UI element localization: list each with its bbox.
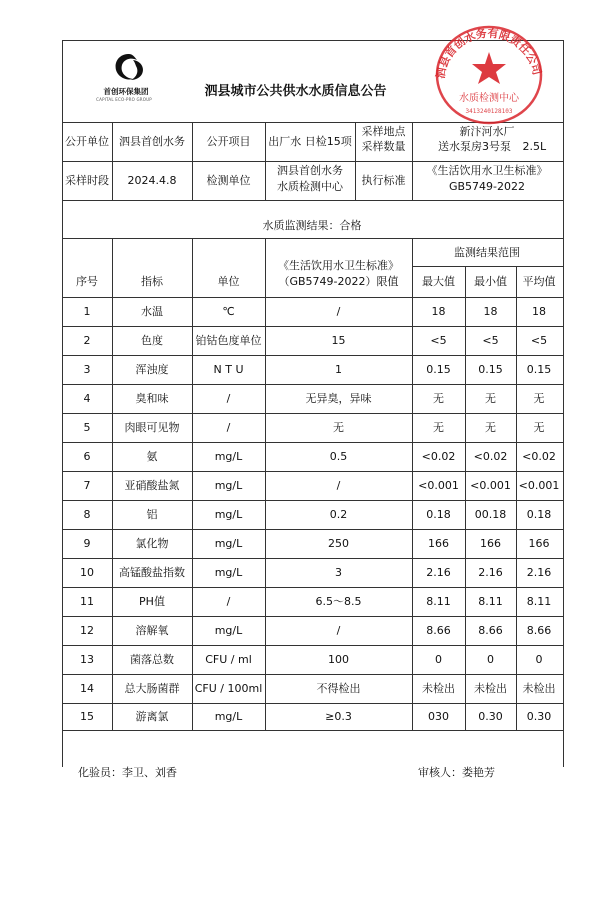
cell-limit: / xyxy=(336,479,341,492)
cell-min: 0.30 xyxy=(478,710,503,723)
cell-min: 2.16 xyxy=(478,566,503,579)
cell-unit: mg/L xyxy=(214,710,243,723)
cell-name: 溶解氧 xyxy=(135,624,169,637)
cell-min: 166 xyxy=(480,537,501,550)
cell-max: 无 xyxy=(433,421,444,434)
cell-unit: / xyxy=(226,421,231,434)
site-qty-labels xyxy=(355,124,412,154)
cell-name: 铝 xyxy=(146,508,158,521)
cell-avg: 8.66 xyxy=(526,624,552,637)
cell-no: 10 xyxy=(80,566,94,579)
cell-no: 3 xyxy=(83,363,91,376)
cell-min: 00.18 xyxy=(474,508,507,521)
logo-name: 首创环保集团 xyxy=(103,87,149,96)
cell-max: 0.18 xyxy=(426,508,451,521)
cell-limit: 1 xyxy=(335,363,342,376)
cell-limit: / xyxy=(336,305,341,318)
cell-unit: / xyxy=(226,392,231,405)
cell-max: 166 xyxy=(428,537,449,550)
cell-max: 18 xyxy=(431,305,446,318)
cell-min: 0.15 xyxy=(478,363,503,376)
cell-name: 浑浊度 xyxy=(135,363,169,376)
col-limit-line1: 《生活饮用水卫生标准》 xyxy=(278,259,399,272)
cell-avg: 18 xyxy=(532,305,546,318)
cell-limit: ≥0.3 xyxy=(325,710,352,723)
cell-name: 色度 xyxy=(141,334,163,347)
cell-max: <5 xyxy=(430,334,447,347)
cell-avg: 无 xyxy=(533,421,545,434)
cell-unit: CFU / 100ml xyxy=(194,682,263,695)
site-line2: 送水泵房3号泵 xyxy=(438,140,511,153)
cell-avg: 无 xyxy=(533,392,545,405)
cell-name: 氨 xyxy=(146,450,158,463)
col-name: 指标 xyxy=(141,275,163,288)
col-unit: 单位 xyxy=(217,275,240,288)
cell-name: 臭和味 xyxy=(135,392,169,405)
col-max: 最大值 xyxy=(422,275,455,288)
lab-line2: 水质检测中心 xyxy=(277,180,343,193)
cell-min: 8.11 xyxy=(478,595,503,608)
cell-avg: 0.15 xyxy=(526,363,552,376)
cell-min: 无 xyxy=(485,421,496,434)
cell-no: 11 xyxy=(80,595,94,608)
cell-name: 肉眼可见物 xyxy=(124,421,180,434)
cell-avg: <0.001 xyxy=(518,479,560,492)
cell-no: 4 xyxy=(83,392,91,405)
col-avg: 平均值 xyxy=(522,275,556,288)
cell-min: <5 xyxy=(482,334,499,347)
cell-max: 8.11 xyxy=(426,595,451,608)
cell-no: 12 xyxy=(80,624,94,637)
lab-line1: 泗县首创水务 xyxy=(277,164,343,177)
cell-unit: CFU / ml xyxy=(205,653,252,666)
time-value: 2024.4.8 xyxy=(127,174,177,187)
cell-limit: 100 xyxy=(328,653,349,666)
cell-max: 030 xyxy=(428,710,449,723)
cell-avg: 未检出 xyxy=(522,682,556,695)
label-item: 公开项目 xyxy=(206,135,251,148)
cell-limit: 无异臭，异味 xyxy=(305,392,372,405)
col-limit-line2: （GB5749-2022）限值 xyxy=(278,275,399,288)
grid-line xyxy=(62,730,563,731)
cell-name: 总大肠菌群 xyxy=(124,682,180,695)
cell-avg: <0.02 xyxy=(522,450,556,463)
std-value xyxy=(412,163,562,195)
cell-no: 8 xyxy=(83,508,91,521)
cell-max: <0.02 xyxy=(421,450,456,463)
seal-org: 泗县首创水务有限责任公司 xyxy=(433,26,544,80)
star-icon xyxy=(472,52,506,84)
cell-unit: mg/L xyxy=(214,508,243,521)
cell-no: 2 xyxy=(83,334,91,347)
logo-english: CAPITAL ECO-PRO GROUP xyxy=(96,97,152,102)
cell-avg: 0 xyxy=(535,653,543,666)
cell-min: 8.66 xyxy=(478,624,503,637)
cell-name: 游离氯 xyxy=(135,710,169,723)
cell-avg: 0.18 xyxy=(526,508,552,521)
cell-max: <0.001 xyxy=(418,479,459,492)
cell-no: 5 xyxy=(83,421,91,434)
qty-value: 2.5L xyxy=(522,140,547,153)
col-min: 最小值 xyxy=(474,275,507,288)
cell-avg: 2.16 xyxy=(526,566,552,579)
cell-name: 水温 xyxy=(141,305,163,318)
tester: 化验员：李卫、刘香 xyxy=(78,766,177,779)
col-limit xyxy=(265,258,412,290)
label-qty: 采样数量 xyxy=(361,140,406,153)
label-time: 采样时段 xyxy=(65,174,109,187)
cell-limit: 3 xyxy=(335,566,342,579)
seal-dept: 水质检测中心 xyxy=(459,93,519,104)
cell-unit: mg/L xyxy=(214,566,243,579)
std-line2: GB5749-2022 xyxy=(448,180,526,193)
col-seq: 序号 xyxy=(76,275,98,288)
official-seal xyxy=(430,20,548,125)
cell-limit: 0.2 xyxy=(329,508,348,521)
reviewer: 审核人：娄艳芳 xyxy=(418,766,495,779)
cell-limit: 无 xyxy=(333,421,344,434)
cell-no: 15 xyxy=(80,710,94,723)
site-line1: 新汴河水厂 xyxy=(459,125,515,138)
cell-limit: 15 xyxy=(331,334,346,347)
cell-avg: 8.11 xyxy=(526,595,552,608)
cell-name: PH值 xyxy=(139,595,165,608)
cell-limit: 不得检出 xyxy=(316,682,361,695)
cell-name: 高锰酸盐指数 xyxy=(119,566,185,579)
cell-unit: mg/L xyxy=(214,450,243,463)
cell-name: 菌落总数 xyxy=(130,653,174,666)
cell-name: 亚硝酸盐氮 xyxy=(124,479,180,492)
site-value xyxy=(412,124,562,154)
cell-unit: mg/L xyxy=(214,537,243,550)
cell-avg: 166 xyxy=(528,537,550,550)
cell-limit: 250 xyxy=(328,537,349,550)
site-line2-wrap xyxy=(412,139,562,154)
cell-limit: 0.5 xyxy=(329,450,348,463)
cell-no: 1 xyxy=(83,305,91,318)
cell-no: 14 xyxy=(80,682,94,695)
publisher-value: 泗县首创水务 xyxy=(119,135,185,148)
cell-min: 无 xyxy=(485,392,496,405)
cell-max: 未检出 xyxy=(422,682,455,695)
cell-unit: 铂钴色度单位 xyxy=(195,334,262,347)
cell-max: 0 xyxy=(435,653,442,666)
cell-unit: N T U xyxy=(213,363,244,376)
label-site: 采样地点 xyxy=(361,125,406,138)
cell-max: 无 xyxy=(433,392,444,405)
std-line1: 《生活饮用水卫生标准》 xyxy=(426,164,548,177)
cell-unit: / xyxy=(226,595,231,608)
lab-value xyxy=(265,163,355,195)
page-title: 泗县城市公共供水水质信息公告 xyxy=(204,84,387,99)
cell-min: 18 xyxy=(483,305,498,318)
result-text: 水质监测结果：合格 xyxy=(262,218,362,232)
cell-unit: mg/L xyxy=(214,624,243,637)
cell-unit: mg/L xyxy=(214,479,243,492)
seal-code: 3413240128103 xyxy=(465,108,513,115)
cell-limit: / xyxy=(336,624,341,637)
cell-no: 7 xyxy=(83,479,91,492)
cell-no: 13 xyxy=(80,653,94,666)
label-publisher: 公开单位 xyxy=(65,135,109,148)
cell-min: <0.02 xyxy=(473,450,508,463)
cell-min: <0.001 xyxy=(470,479,511,492)
cell-avg: <5 xyxy=(530,334,548,347)
cell-max: 2.16 xyxy=(426,566,451,579)
cell-no: 6 xyxy=(83,450,91,463)
cell-min: 未检出 xyxy=(474,682,507,695)
grid-line xyxy=(62,200,563,201)
cell-name: 氯化物 xyxy=(135,537,169,550)
cell-no: 9 xyxy=(83,537,91,550)
cell-avg: 0.30 xyxy=(526,710,552,723)
cell-max: 0.15 xyxy=(426,363,451,376)
cell-max: 8.66 xyxy=(426,624,451,637)
cell-min: 0 xyxy=(487,653,494,666)
cell-limit: 6.5～8.5 xyxy=(315,595,362,608)
item-value: 出厂水 日检15项 xyxy=(268,135,352,148)
col-range: 监测结果范围 xyxy=(454,245,520,259)
cell-unit: ℃ xyxy=(222,305,235,318)
label-std: 执行标准 xyxy=(361,174,406,187)
label-lab: 检测单位 xyxy=(206,174,251,187)
